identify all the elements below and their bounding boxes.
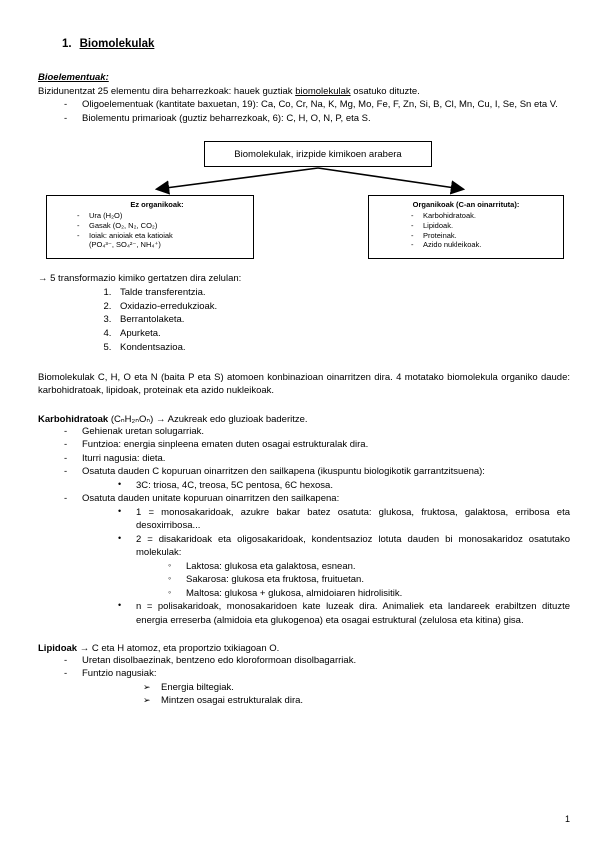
list-item: • 2 = disakaridoak eta oligosakaridoak, kondentsazioz lotuta dauden bi monosakaridoz osatutako molekulak: <box>116 533 570 560</box>
list-item: ◦ Sakarosa: glukosa eta fruktosa, fruituetan. <box>166 573 570 586</box>
list-item: ➢ Mintzen osagai estrukturalak dira. <box>143 694 570 707</box>
list-item: - Funtzio nagusiak: <box>60 667 570 680</box>
list-item: - Funtzioa: energia sinpleena ematen duten osagai estrukturalak dira. <box>60 438 570 451</box>
karbohidratoak-unit-list-1 <box>38 506 570 560</box>
list-item: • 3C: triosa, 4C, treosa, 5C pentosa, 6C hexosa. <box>116 479 570 492</box>
list-item: ➢ Energia biltegiak. <box>143 681 570 694</box>
intro-text-after: osatuko dituzte. <box>350 86 420 97</box>
diagram-right-box-list <box>375 211 557 249</box>
list-item: ◦ Laktosa: glukosa eta galaktosa, esnean. <box>166 560 570 573</box>
section-heading-karbohidratoak <box>38 414 570 425</box>
arrow-glyph: → <box>79 643 90 654</box>
list-item: - Biolementu primarioak (guztiz beharrezkoak, 6): C, H, O, N, P, eta S. <box>60 112 570 125</box>
page-title-text: Biomolekulak <box>79 38 155 50</box>
karbohidratoak-carbon-count-list <box>38 479 570 492</box>
list-item: 2. Oxidazio-erredukzioak. <box>114 300 570 314</box>
karbohidratoak-definition: Azukreak edo gluzioak baderitze. <box>167 413 308 425</box>
list-item: ◦ Maltosa: glukosa + glukosa, almidoiaren hidrolisitik. <box>166 587 570 600</box>
bioelementuak-list <box>38 98 570 125</box>
lipidoak-definition: C eta H atomoz, eta proportzio txikiagoan O. <box>91 643 280 654</box>
lipidoak-lead: Lipidoak <box>38 643 78 654</box>
biomolekulak-classification-diagram <box>38 139 570 261</box>
disaccharides-list <box>38 560 570 600</box>
list-item: - Lipidoak. <box>409 221 557 231</box>
karbohidratoak-unit-list-2 <box>38 600 570 627</box>
list-item: - Osatuta dauden unitate kopuruan oinarritzen den sailkapena: <box>60 492 570 505</box>
list-item: 4. Apurketa. <box>114 327 570 341</box>
list-item: - Azido nukleikoak. <box>409 240 557 250</box>
list-item: 3. Berrantolaketa. <box>114 313 570 327</box>
bioelementuak-intro <box>38 85 570 98</box>
list-item: 5. Kondentsazioa. <box>114 341 570 355</box>
list-item: - Karbohidratoak. <box>409 211 557 221</box>
intro-text-underlined: biomolekulak <box>295 86 351 97</box>
list-item: - Iturri nagusia: dieta. <box>60 452 570 465</box>
transformazioak-list <box>38 286 570 355</box>
arrow-glyph: → <box>155 413 166 425</box>
list-item: - Uretan disolbaezinak, bentzeno edo kloroformoan disolbagarriak. <box>60 654 570 667</box>
intro-text-before: Bizidunentzat 25 elementu dira beharrezkoak: hauek guztiak <box>38 86 296 97</box>
diagram-top-box-label: Biomolekulak, irizpide kimikoen arabera <box>234 148 402 160</box>
page-title <box>62 34 570 50</box>
list-item: - Oligoelementuak (kantitate baxuetan, 19): Ca, Co, Cr, Na, K, Mg, Mo, Fe, F, Zn, Si, B, Cl, Mn, Cu, I, Se, Sn eta V. <box>60 98 570 111</box>
diagram-right-box-title: Organikoak (C-an oinarrituta): <box>412 200 520 210</box>
karbohidratoak-list-b <box>38 492 570 505</box>
list-item: • n = polisakaridoak, monosakaridoen kate luzeak dira. Animaliek eta landareek erabiltzen dituzte energia erreserba (almidoia eta glukogenoa) eta osagai estruktural (zelulosa eta kitina) gisa. <box>116 600 570 627</box>
paragraph-biomolekulak: Biomolekulak C, H, O eta N (baita P eta S) atomoen konbinazioan oinarritzen dira. 4 motatako biomolekula organiko daude: karbohidratoak, lipidoak, proteinak eta azido nukleikoak. <box>38 371 570 397</box>
lipidoak-list <box>38 654 570 681</box>
diagram-right-box <box>368 195 564 259</box>
list-item: - Ura (H₂O) <box>75 211 247 221</box>
list-item: - Ioiak: anioiak eta katioiak <box>75 231 247 241</box>
lipidoak-functions-list <box>38 681 570 708</box>
transformazioak-lead: → 5 transformazio kimiko gertatzen dira zelulan: <box>38 273 242 285</box>
list-item: • 1 = monosakaridoak, azukre bakar batez osatuta: glukosa, fruktosa, galaktosa, erribosa eta desoxirribosa... <box>116 506 570 533</box>
list-item: - Osatuta dauden C kopuruan oinarritzen den sailkapena (ikuspuntu biologikotik garrantzitsuena): <box>60 465 570 478</box>
list-item: - Gehienak uretan solugarriak. <box>60 425 570 438</box>
diagram-left-box-title: Ez organikoak: <box>130 200 184 210</box>
section-heading-bioelementuak: Bioelementuak: <box>38 72 109 83</box>
list-item: - Proteinak. <box>409 231 557 241</box>
diagram-top-box <box>204 141 432 167</box>
karbohidratoak-list-a <box>38 425 570 479</box>
karbohidratoak-lead: Karbohidratoak <box>38 413 109 425</box>
list-item: (PO₄³⁻, SO₄²⁻, NH₄⁺) <box>89 240 161 250</box>
section-heading-lipidoak <box>38 643 570 654</box>
list-item: 1. Talde transferentzia. <box>114 286 570 300</box>
karbohidratoak-formula: (CₙH₂ₙOₙ) <box>110 413 154 425</box>
list-item: - Gasak (O₂, N₂, CO₂) <box>75 221 247 231</box>
page-title-number: 1. <box>62 38 72 50</box>
page-number: 1 <box>564 814 570 824</box>
diagram-left-box <box>46 195 254 259</box>
diagram-left-box-list <box>53 211 247 249</box>
